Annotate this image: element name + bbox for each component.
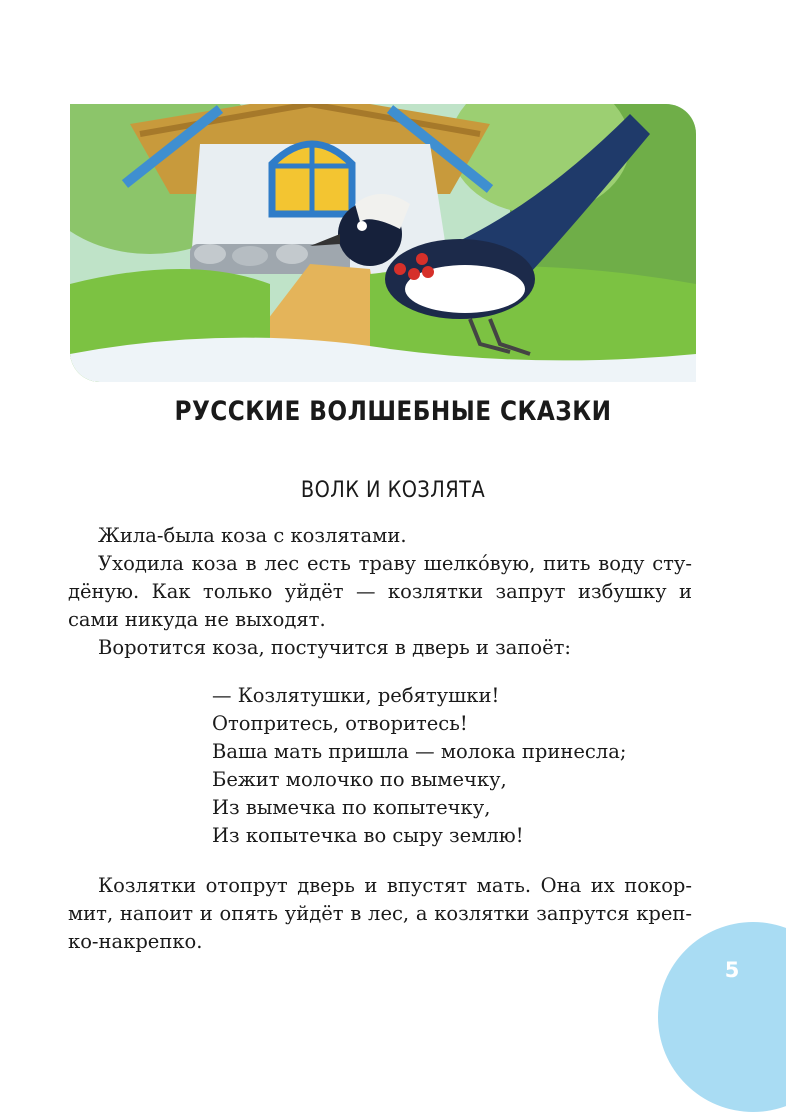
illustration-magpie-house [70,104,696,382]
paragraph [68,634,692,662]
verse-line: Ваша мать пришла — молока принесла; [212,740,627,763]
paragraph-continuation [68,928,692,956]
verse-line: Из вымечка по копытечку, [212,796,491,819]
story-text [68,522,692,956]
text-line: Жила-была коза с козлятами. [98,524,407,547]
paragraph-continuation [68,578,692,606]
verse-line: Из копытечка во сыру землю! [212,824,524,847]
text-line: Уходила коза в лес есть траву шелкóвую, пить воду сту- [98,552,692,575]
verse-line: Отопритесь, отворитесь! [212,712,468,735]
verse-line: — Козлятушки, ребятушки! [212,684,500,707]
text-line: ко-накрепко. [68,930,203,953]
song-verse [212,682,692,850]
paragraph-continuation [68,900,692,928]
text-line: мит, напоит и опять уйдёт в лес, а козлятки запрутся креп- [68,902,692,925]
paragraph [68,522,692,550]
paragraph [68,550,692,578]
verse-line: Бежит молочко по вымечку, [212,768,507,791]
text-line: дёную. Как только уйдёт — козлятки запрут избушку и [68,580,692,603]
text-line: сами никуда не выходят. [68,608,326,631]
text-line: Козлятки отопрут дверь и впустят мать. Она их покор- [98,874,692,897]
page-number: 5 [724,958,740,982]
section-title: РУССКИЕ ВОЛШЕБНЫЕ СКАЗКИ [174,396,612,427]
illustration-svg [70,104,696,382]
text-line: Воротится коза, постучится в дверь и запоёт: [98,636,571,659]
paragraph-continuation [68,606,692,634]
story-title: ВОЛК И КОЗЛЯТА [300,478,486,503]
paragraph [68,872,692,900]
